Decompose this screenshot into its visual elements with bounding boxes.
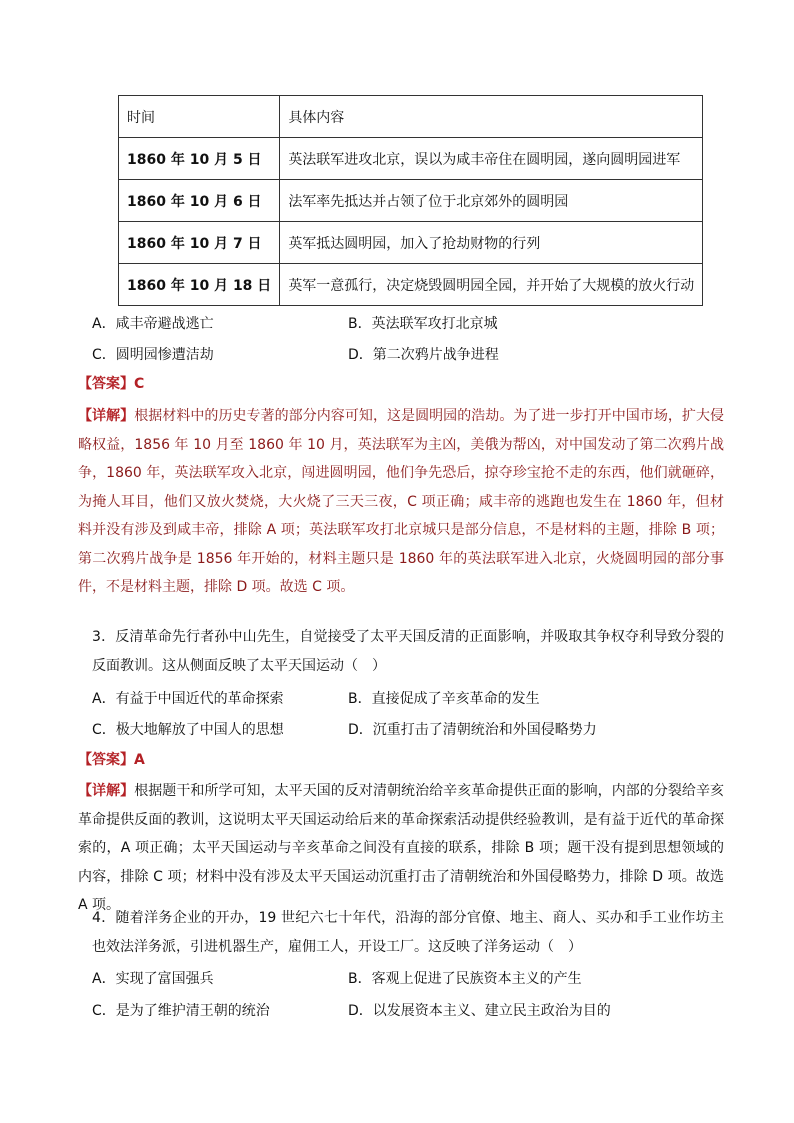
- q3-answer: 【答案】A: [78, 752, 145, 768]
- table-cell-content: 英军一意孤行，决定烧毁圆明园全园，并开始了大规模的放火行动: [280, 264, 703, 306]
- q4-stem: 4．随着洋务企业的开办，19 世纪六七十年代，沿海的部分官僚、地主、商人、买办和手工业作坊主也效法洋务派，引进机器生产，雇佣工人，开设工厂。这反映了洋务运动（ ）: [92, 910, 724, 955]
- q4-option-a: A．实现了富国强兵: [92, 971, 214, 987]
- table-row: [119, 264, 703, 306]
- q2-detail: [78, 402, 724, 602]
- table-header-content: 具体内容: [280, 96, 703, 138]
- q3-option-a: A．有益于中国近代的革命探索: [92, 691, 284, 707]
- q4-option-b: B．客观上促进了民族资本主义的产生: [348, 971, 582, 987]
- q2-answer: 【答案】C: [78, 376, 145, 392]
- history-timeline-table: [118, 95, 703, 306]
- table-header-row: [119, 96, 703, 138]
- table-cell-date: 1860 年 10 月 7 日: [119, 222, 280, 264]
- table-row: [119, 138, 703, 180]
- q3-option-c: C．极大地解放了中国人的思想: [92, 722, 284, 738]
- q3-stem: 3．反清革命先行者孙中山先生，自觉接受了太平天国反清的正面影响，并吸取其争权夺利导致分裂的反面教训。这从侧面反映了太平天国运动（ ）: [92, 629, 724, 674]
- table-cell-date: 1860 年 10 月 6 日: [119, 180, 280, 222]
- table-header-time: 时间: [119, 96, 280, 138]
- q2-detail-text: 根据材料中的历史专著的部分内容可知，这是圆明园的浩劫。为了进一步打开中国市场，扩大侵略权益，1856 年 10 月至 1860 年 10 月，英法联军为主凶，美俄为帮凶，对中国发动了第二次鸦片战争，1860 年，英法联军攻入北京，闯进圆明园，他们争先恐后，掠夺珍宝抢不走的东西，他们就砸碎，为掩人耳目，他们又放火焚烧，大火烧了三天三夜，C 项正确；咸丰帝的逃跑也发生在 1860 年，但材料并没有涉及到咸丰帝，排除 A 项；英法联军攻打北京城只是部分信息，不是材料的主题，排除 B 项；第二次鸦片战争是 1856 年开始的，材料主题只是 1860 年的英法联军进入北京，火烧圆明园的部分事件，不是材料主题，排除 D 项。故选 C 项。: [78, 408, 725, 595]
- q2-detail-tag: 【详解】: [78, 408, 135, 424]
- q3-detail: [78, 777, 724, 920]
- q2-option-b: B．英法联军攻打北京城: [348, 316, 498, 332]
- table-cell-date: 1860 年 10 月 5 日: [119, 138, 280, 180]
- table-cell-content: 英法联军进攻北京，误以为咸丰帝住在圆明园，遂向圆明园进军: [280, 138, 703, 180]
- q3-option-b: B．直接促成了辛亥革命的发生: [348, 691, 540, 707]
- q2-option-d: D．第二次鸦片战争进程: [348, 347, 499, 363]
- table-row: [119, 180, 703, 222]
- q3-option-d: D．沉重打击了清朝统治和外国侵略势力: [348, 722, 597, 738]
- q3-detail-tag: 【详解】: [78, 783, 135, 799]
- q2-option-a: A．咸丰帝避战逃亡: [92, 316, 214, 332]
- table-cell-content: 英军抵达圆明园，加入了抢劫财物的行列: [280, 222, 703, 264]
- q4-option-d: D．以发展资本主义、建立民主政治为目的: [348, 1003, 611, 1019]
- q2-option-c: C．圆明园惨遭洁劫: [92, 347, 214, 363]
- table-row: [119, 222, 703, 264]
- table-cell-date: 1860 年 10 月 18 日: [119, 264, 280, 306]
- q3-detail-text: 根据题干和所学可知，太平天国的反对清朝统治给辛亥革命提供正面的影响，内部的分裂给辛亥革命提供反面的教训，这说明太平天国运动给后来的革命探索活动提供经验教训，是有益于近代的革命探索的，A 项正确；太平天国运动与辛亥革命之间没有直接的联系，排除 B 项；题干没有提到思想领域的内容，排除 C 项；材料中没有涉及太平天国运动沉重打击了清朝统治和外国侵略势力，排除 D 项。故选 A 项。: [78, 783, 725, 913]
- q4-option-c: C．是为了维护清王朝的统治: [92, 1003, 270, 1019]
- table-cell-content: 法军率先抵达并占领了位于北京郊外的圆明园: [280, 180, 703, 222]
